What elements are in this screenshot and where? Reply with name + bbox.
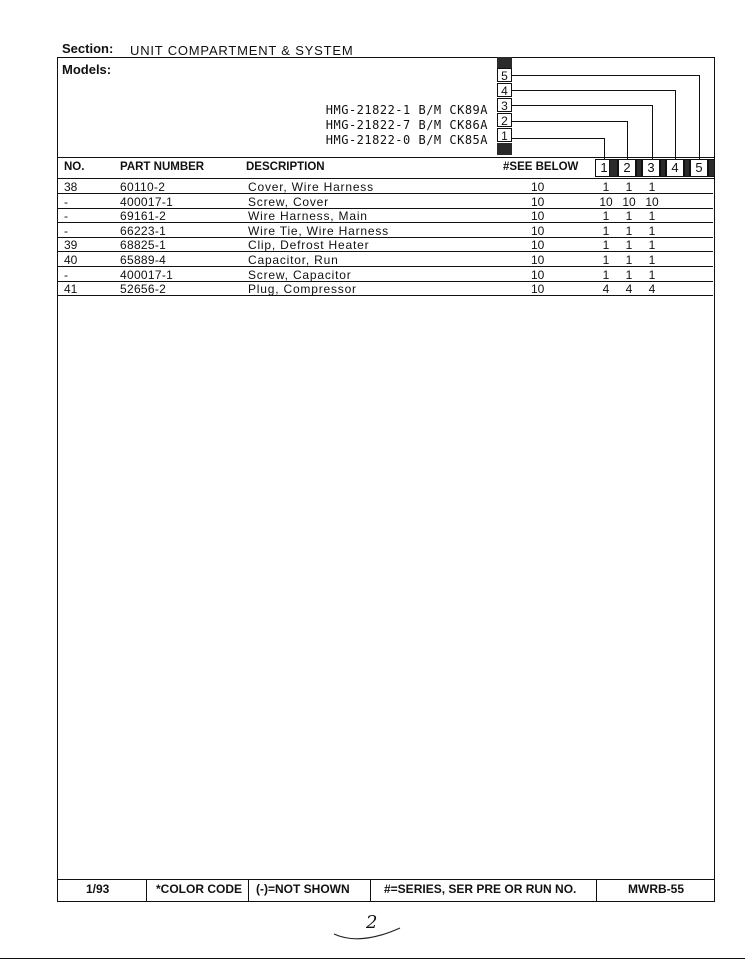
cell-no: - [64,223,68,238]
table-row [58,253,713,267]
footer-date: 1/93 [86,882,110,896]
cell-no: - [64,194,68,209]
model-box-3: 3 [497,98,512,112]
model-line-3: HMG-21822-1 B/M CK89A [325,103,488,117]
cell-part-number: 52656-2 [120,282,167,297]
model-box-1: 1 [497,128,512,142]
cell-see-below: 10 [531,238,545,253]
cell-qty-model-2: 1 [625,209,633,224]
footer-not-shown: (-)=NOT SHOWN [256,882,350,896]
model-box-shade-top [497,57,512,68]
connector-1-v [604,138,605,159]
cell-description: Plug, Compressor [248,282,357,297]
header-rule-top [57,157,715,158]
cell-part-number: 66223-1 [120,223,167,238]
cell-no: 38 [64,180,78,194]
handwritten-page-number: 2 [366,912,378,933]
section-label: Section: [62,41,114,56]
col-model-5: 5 [690,159,708,177]
cell-qty-model-1: 1 [602,238,610,253]
cell-no: 40 [64,253,78,267]
cell-qty-model-2: 1 [625,180,633,194]
table-row [58,282,713,296]
cell-no: - [64,267,68,282]
cell-description: Screw, Cover [248,194,329,209]
cell-part-number: 65889-4 [120,253,167,267]
cell-qty-model-1: 10 [599,194,613,209]
cell-qty-model-3: 1 [648,238,656,253]
cell-qty-model-3: 1 [648,209,656,224]
frame-bottom [57,901,715,902]
connector-5-h [512,75,699,76]
footer-series-note: #=SERIES, SER PRE OR RUN NO. [384,882,577,896]
cell-qty-model-1: 1 [602,223,610,238]
cell-qty-model-2: 10 [622,194,636,209]
cell-description: Capacitor, Run [248,253,339,267]
model-line-1: HMG-21822-0 B/M CK85A [325,133,488,147]
cell-see-below: 10 [531,180,545,194]
footer-div-1 [146,879,147,901]
cell-qty-model-3: 1 [648,180,656,194]
table-row [58,180,713,194]
col-no: NO. [64,161,85,173]
col-part-number: PART NUMBER [120,161,205,173]
model-box-5: 5 [497,68,512,82]
cell-no: 39 [64,238,78,253]
cell-part-number: 69161-2 [120,209,167,224]
col-model-4: 4 [666,159,684,177]
cell-qty-model-3: 10 [645,194,659,209]
col-see-below: #SEE BELOW [503,161,579,173]
model-box-4: 4 [497,83,512,97]
connector-3-h [512,105,652,106]
cell-qty-model-1: 1 [602,267,610,282]
model-box-shade-bottom [497,143,512,155]
cell-part-number: 68825-1 [120,238,167,253]
cell-qty-model-2: 1 [625,267,633,282]
footer-div-3 [370,879,371,901]
cell-qty-model-2: 1 [625,253,633,267]
frame-right [714,57,715,902]
footer-color-code: *COLOR CODE [156,882,243,896]
cell-no: 41 [64,282,78,297]
col-description: DESCRIPTION [246,161,325,173]
cell-qty-model-1: 4 [602,282,610,297]
connector-2-v [627,121,628,159]
connector-2-h [512,121,627,122]
cell-qty-model-3: 1 [648,223,656,238]
model-line-2: HMG-21822-7 B/M CK86A [325,118,488,132]
table-row [58,224,713,238]
frame-top [57,57,715,58]
section-title: UNIT COMPARTMENT & SYSTEM [130,43,354,58]
footer-rule [57,879,715,880]
cell-description: Screw, Capacitor [248,267,352,282]
footer-div-4 [596,879,597,901]
col-model-shade-1 [609,159,618,177]
col-model-shade-5 [708,159,715,177]
models-label: Models: [62,62,112,77]
cell-qty-model-2: 1 [625,238,633,253]
connector-4-v [675,90,676,159]
cell-part-number: 60110-2 [120,180,166,194]
cell-qty-model-1: 1 [602,253,610,267]
cell-description: Wire Harness, Main [248,209,368,224]
cell-see-below: 10 [531,253,545,267]
footer-doc-id: MWRB-55 [628,882,684,896]
table-row [58,209,713,223]
cell-no: - [64,209,68,224]
cell-part-number: 400017-1 [120,267,174,282]
col-model-3: 3 [642,159,660,177]
connector-5-v [699,75,700,159]
cell-see-below: 10 [531,209,545,224]
cell-qty-model-2: 1 [625,223,633,238]
table-row [58,195,713,209]
table-row [58,238,713,252]
cell-qty-model-3: 1 [648,267,656,282]
row-rule [58,295,713,296]
cell-description: Wire Tie, Wire Harness [248,223,389,238]
cell-qty-model-3: 4 [648,282,656,297]
cell-part-number: 400017-1 [120,194,174,209]
cell-qty-model-2: 4 [625,282,633,297]
cell-qty-model-1: 1 [602,209,610,224]
connector-1-h [512,138,604,139]
cell-see-below: 10 [531,282,545,297]
cell-description: Cover, Wire Harness [248,180,374,194]
header-rule-bottom [57,178,715,179]
model-box-2: 2 [497,113,512,127]
connector-4-h [512,90,675,91]
page-bottom-rule [0,958,745,959]
connector-3-v [652,105,653,159]
table-row [58,268,713,282]
col-model-2: 2 [618,159,636,177]
cell-see-below: 10 [531,267,545,282]
cell-see-below: 10 [531,194,545,209]
cell-qty-model-3: 1 [648,253,656,267]
cell-see-below: 10 [531,223,545,238]
col-model-1: 1 [595,159,613,177]
handwritten-underline-icon [330,920,410,944]
footer-div-2 [248,879,249,901]
cell-description: Clip, Defrost Heater [248,238,370,253]
cell-qty-model-1: 1 [602,180,610,194]
